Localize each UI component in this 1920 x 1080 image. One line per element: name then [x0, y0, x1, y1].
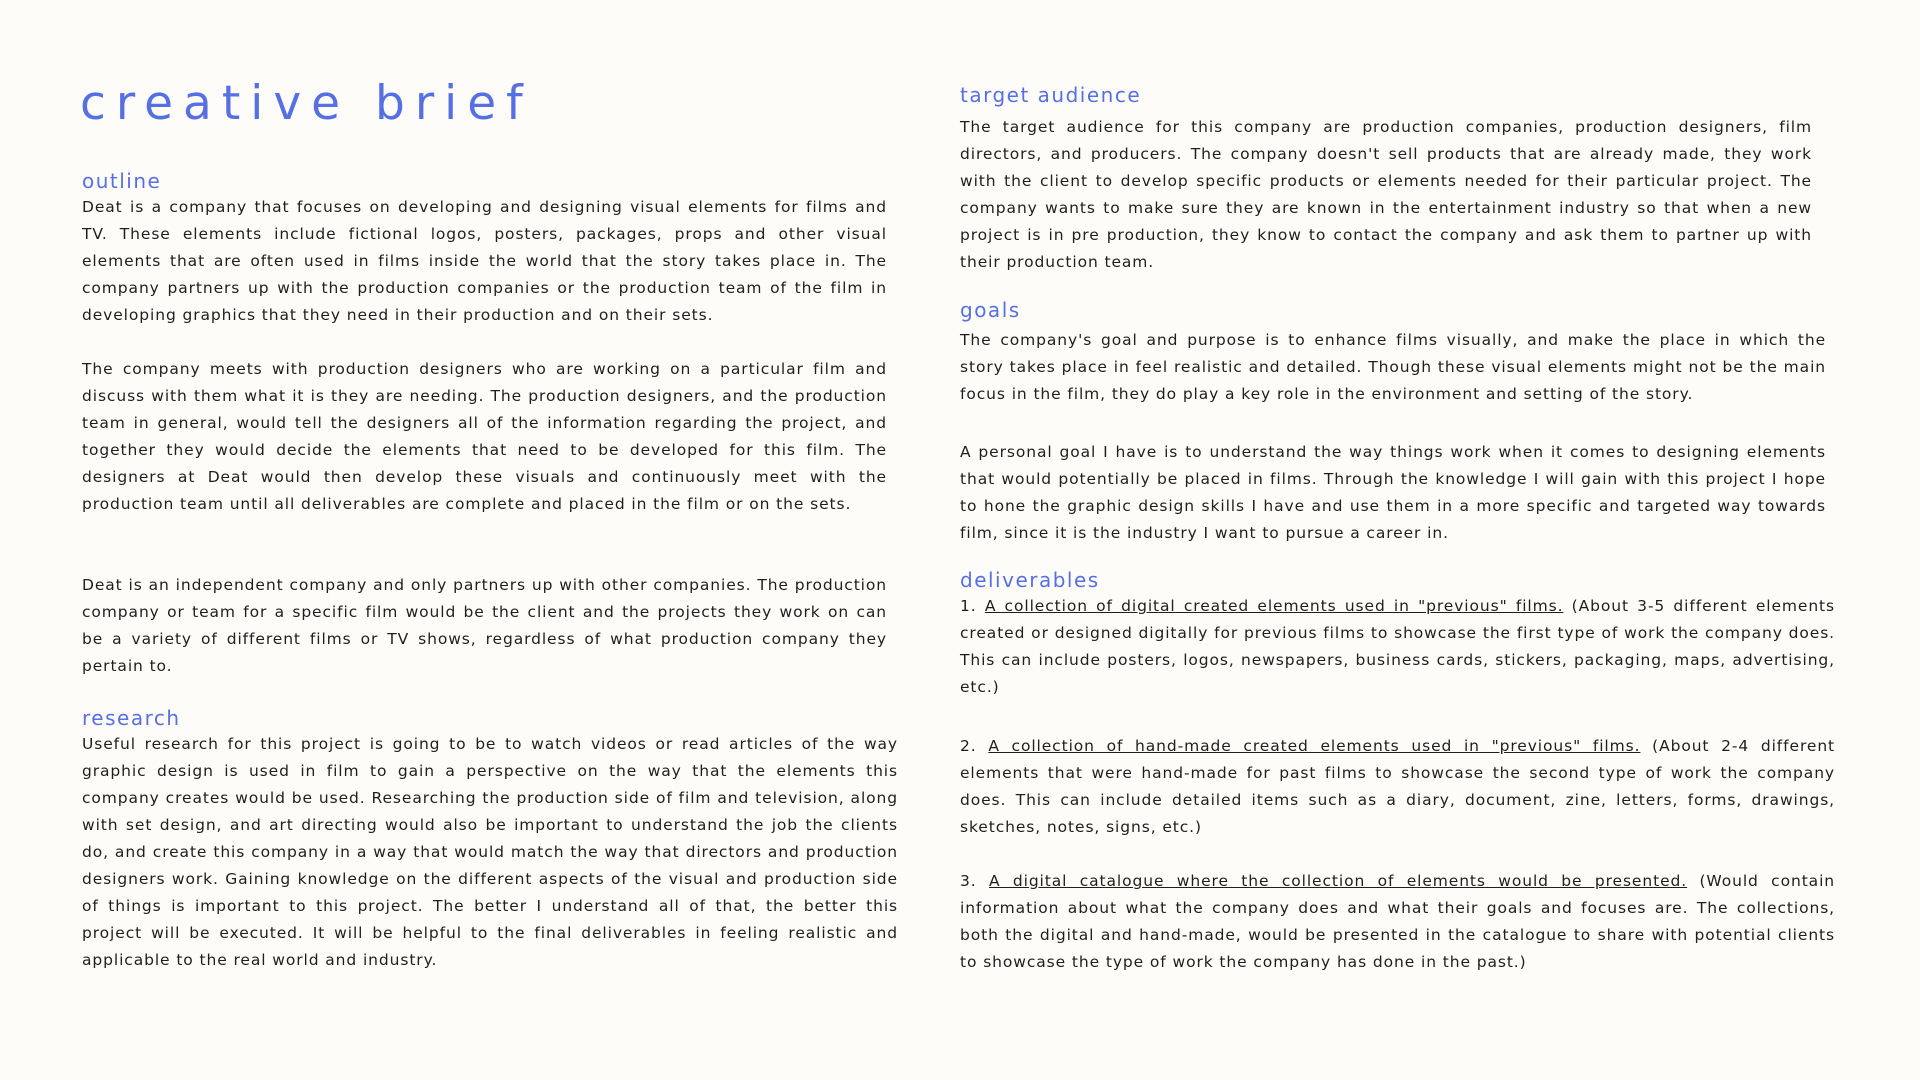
deliverables-heading: deliverables [960, 568, 1100, 592]
deliverable-item [960, 593, 1835, 701]
deliverable-3-block [960, 868, 1835, 976]
research-paragraph: Useful research for this project is going to be to watch videos or read articles of the way graphic design is used in film to gain a perspective on the way that the elements this company creates would be used. Researching the production side of film and television, along with set design, and art directing would also be important to understand the job the clients do, and create this company in a way that would match the way that directors and production designers work. Gaining knowledge on the different aspects of the visual and production side of things is important to this project. The better I understand all of that, the better this project will be executed. It will be helpful to the final deliverables in feeling realistic and applicable to the real world and industry. [82, 735, 898, 969]
deliverable-number: 2. [960, 737, 977, 755]
goals-heading: goals [960, 298, 1021, 322]
outline-paragraph-2-block [82, 356, 887, 518]
goals-paragraph-1: The company's goal and purpose is to enhance films visually, and make the place in which the story takes place in feel realistic and detailed. Though these visual elements might not be the main focus in the film, they do play a key role in the environment and setting of the story. [960, 331, 1826, 403]
deliverable-number: 1. [960, 597, 977, 615]
deliverable-title: A collection of hand-made created elements used in "previous" films. [988, 737, 1641, 755]
outline-section [82, 168, 887, 329]
deliverable-item [960, 733, 1835, 841]
research-section [82, 705, 898, 974]
deliverable-description: (About 2-4 different elements that were hand-made for past films to showcase the second type of work the company does. This can include detailed items such as a diary, document, zine, letters, forms, drawings, sketches, notes, signs, etc.) [960, 737, 1836, 836]
outline-heading: outline [82, 169, 162, 193]
goals-paragraph-2-block [960, 439, 1826, 547]
deliverable-title: A collection of digital created elements used in "previous" films. [984, 597, 1564, 615]
outline-paragraph-3: Deat is an independent company and only partners up with other companies. The production company or team for a specific film would be the client and the projects they work on can be a variety of different films or TV shows, regardless of what production company they pertain to. [82, 576, 887, 675]
outline-paragraph-1: Deat is a company that focuses on developing and designing visual elements for films and TV. These elements include fictional logos, posters, packages, props and other visual elements that are often used in films inside the world that the story takes place in. The company partners up with the production companies or the production team of the film in developing graphics that they need in their production and on their sets. [82, 198, 887, 324]
page-title: creative brief [80, 76, 533, 131]
deliverable-description: (Would contain information about what the company does and what their goals and focuses are. The collections, both the digital and hand-made, would be presented in the catalogue to share with potential clients to showcase the type of work the company has done in the past.) [960, 872, 1836, 971]
goals-paragraph-2: A personal goal I have is to understand the way things work when it comes to designing elements that would potentially be placed in films. Through the knowledge I will gain with this project I hope to hone the graphic design skills I have and use them in a more specific and targeted way towards film, since it is the industry I want to pursue a career in. [960, 443, 1826, 542]
research-heading: research [82, 706, 181, 730]
outline-paragraph-3-block [82, 572, 887, 680]
deliverable-description: (About 3-5 different elements created or designed digitally for previous films to showcase the first type of work the company does. This can include posters, logos, newspapers, business cards, stickers, packaging, maps, advertising, etc.) [960, 597, 1836, 696]
outline-paragraph-2: The company meets with production designers who are working on a particular film and discuss with them what it is they are needing. The production designers, and the production team in general, would tell the designers all of the information regarding the project, and together they would decide the elements that need to be developed for this film. The designers at Deat would then develop these visuals and continuously meet with the production team until all deliverables are complete and placed in the film or on the sets. [82, 360, 887, 513]
target-audience-section [960, 82, 1812, 276]
deliverable-number: 3. [960, 872, 977, 890]
deliverable-title: A digital catalogue where the collection of elements would be presented. [988, 872, 1688, 890]
target-audience-heading: target audience [960, 83, 1142, 107]
deliverable-2-block [960, 733, 1835, 841]
deliverable-item [960, 868, 1835, 976]
deliverables-section [960, 567, 1835, 701]
target-audience-paragraph: The target audience for this company are production companies, production designers, film directors, and producers. The company doesn't sell products that are already made, they work with the client to develop specific products or elements needed for their particular project. The company wants to make sure they are known in the entertainment industry so that when a new project is in pre production, they know to contact the company and ask them to partner up with their production team. [960, 118, 1812, 271]
goals-section [960, 297, 1826, 408]
